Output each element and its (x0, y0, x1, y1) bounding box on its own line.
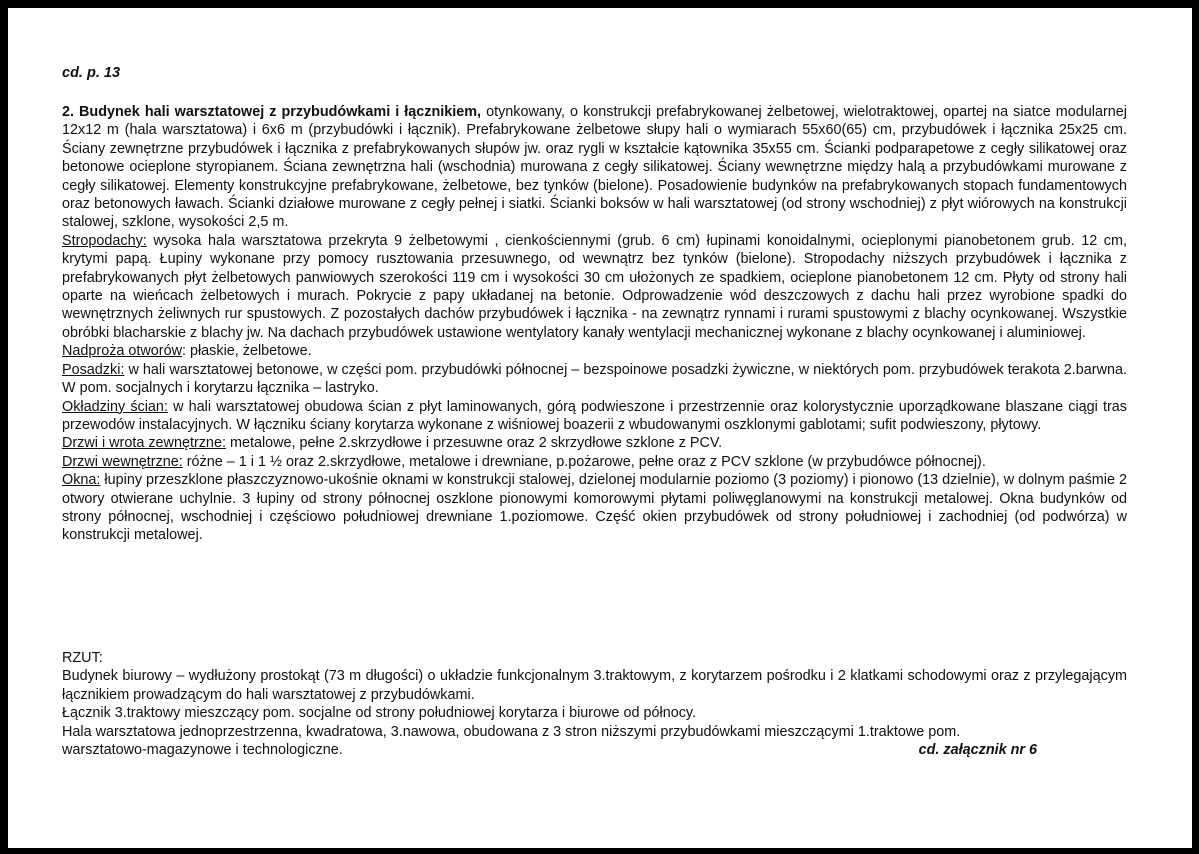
rzut-heading: RZUT: (62, 650, 103, 666)
rzut-paragraph-1: Budynek biurowy – wydłużony prostokąt (73 m długości) o układzie funkcjonalnym 3.traktowym, z korytarzem pośrodku i 2 klatkami schodowymi oraz z przylegającym łącznikiem prowadzącym do hali warsztatowej z przybudówkami. (62, 668, 1127, 703)
item-label: Drzwi i wrota zewnętrzne: (62, 435, 226, 452)
document-page (8, 8, 1192, 848)
rzut-paragraph-3: Hala warsztatowa jednoprzestrzenna, kwadratowa, 3.nawowa, obudowana z 3 stron niższymi przybudówkami mieszczącymi 1.traktowe pom. (62, 723, 961, 740)
rzut-paragraph-2: Łącznik 3.traktowy mieszczący pom. socjalne od strony południowej korytarza i biurowe od północy. (62, 705, 697, 722)
item-text: różne – 1 i 1 ½ oraz 2.skrzydłowe, metalowe i drewniane, p.pożarowe, pełne oraz z PCV szklone (w przybudówce północnej). (182, 453, 986, 470)
item-text: w hali warsztatowej betonowe, w części pom. przybudówki północnej – bezspoinowe posadzki żywiczne, w niektórych pom. przybudówek terakota 2.barwna. W pom. socjalnych i korytarzu łącznika – lastryko. (62, 361, 1127, 397)
item-label: Drzwi wewnętrzne: (62, 453, 183, 470)
item-okna (62, 471, 1127, 545)
item-drzwi-zewnetrzne (62, 434, 1127, 452)
item-label: Stropodachy: (62, 232, 147, 249)
rzut-section (62, 649, 1127, 759)
rzut-last-line (62, 741, 1127, 759)
section-2 (62, 103, 1127, 545)
item-stropodachy (62, 232, 1127, 342)
continuation-footer: cd. załącznik nr 6 (918, 742, 1037, 759)
item-okladziny (62, 398, 1127, 435)
item-text: w hali warsztatowej obudowa ścian z płyt laminowanych, górą podwieszone i przestrzennie oraz kolorystycznie uporządkowane blaszane ciągi tras przewodów instalacyjnych. W łączniku ściany korytarza wykonane z wiśniowej boazerii z wbudowanymi oszklonymi gablotami; sufit podwieszony, płytowy. (62, 398, 1128, 433)
item-label: Okna: (62, 472, 101, 489)
section-2-intro-text: otynkowany, o konstrukcji prefabrykowanej żelbetowej, wielotraktowej, opartej na siatce modularnej 12x12 m (hala warsztatowa) i 6x6 m (przybudówki i łącznik). Prefabrykowane żelbetowe słupy hali o wymiarach 55x60(65) cm, przybudówek i łącznika 25x25 cm. Ściany zewnętrzne przybudówek i łącznika z prefabrykowanych słupów jw. oraz rygli w kształcie kątownika 35x55 cm. Ścianki podparapetowe z cegły silikatowej oraz betonowe ocieplone styropianem. Ściana zewnętrzna hali (wschodnia) murowana z cegły silikatowej. Ściany wewnętrzne między halą a przybudówkami murowane z cegły silikatowej. Elementy konstrukcyjne prefabrykowane, żelbetowe, bez tynków (bielone). Posadowienie budynków na prefabrykowanych stopach fundamentowych oraz betonowych ławach. Ścianki działowe murowane z cegły pełnej i siatki. Ścianki boksów w hali warsztatowej (od strony wschodniej) z płyt wiórowych na konstrukcji stalowej, szklone, wysokości 2,5 m. (62, 104, 1127, 231)
item-nadproza (62, 342, 1127, 360)
section-2-title: 2. Budynek hali warsztatowej z przybudówkami i łącznikiem, (62, 104, 482, 120)
section-2-intro (62, 103, 1127, 232)
item-label: Posadzki: (62, 361, 125, 378)
item-posadzki (62, 361, 1127, 398)
item-text: łupiny przeszklone płaszczyznowo-ukośnie oknami w konstrukcji stalowej, dzielonej modularnie poziomo (3 poziomy) i pionowo (13 dzielnie), w dolnym paśmie 2 otwory otwierane uchylnie. 3 łupiny od strony północnej oszklone pionowymi komorowymi płytami poliwęglanowymi na konstrukcji metalowej. Okna budynków od strony północnej, wschodniej i częściowo południowej drewniane 1.poziomowe. Część okien przybudówek od strony południowej i zachodniej (od podwórza) w konstrukcji metalowej. (62, 472, 1127, 544)
item-drzwi-wewnetrzne (62, 453, 1127, 471)
item-text: : płaskie, żelbetowe. (181, 343, 312, 360)
item-label: Okładziny ścian: (62, 398, 168, 415)
item-label: Nadproża otworów (62, 343, 182, 360)
continuation-header: cd. p. 13 (62, 65, 121, 81)
item-text: metalowe, pełne 2.skrzydłowe i przesuwne oraz 2 skrzydłowe szklone z PCV. (225, 435, 723, 452)
item-text: wysoka hala warsztatowa przekryta 9 żelbetowymi , cienkościennymi (grub. 6 cm) łupinami konoidalnymi, ocieplonymi pianobetonem grub. 12 cm, krytymi papą. Łupiny wykonane przy pomocy rusztowania przesuwnego, od wewnątrz bez tynków (bielone). Stropodachy niższych przybudówek i łącznika z prefabrykowanych płyt żelbetowych panwiowych szerokości 119 cm i wysokości 30 cm ułożonych ze spadkiem, ocieplone pianobetonem 12 cm. Płyty od strony hali oparte na wieńcach żelbetowych i murach. Pokrycie z papy układanej na betonie. Odprowadzenie wód deszczowych z dachu hali przez wyrobione spadki do wewnętrznych żeliwnych rur spustowych. Z pozostałych dachów przybudówek i łącznika - na zewnątrz rynnami i rurami spustowymi z blachy ocynkowanej. Wszystkie obróbki blacharskie z blachy jw. Na dachach przybudówek ustawione wentylatory kanały wentylacji mechanicznej wykonane z blachy ocynkowanej i aluminiowej. (62, 232, 1127, 341)
rzut-paragraph-3-end: warsztatowo-magazynowe i technologiczne. (62, 742, 343, 759)
